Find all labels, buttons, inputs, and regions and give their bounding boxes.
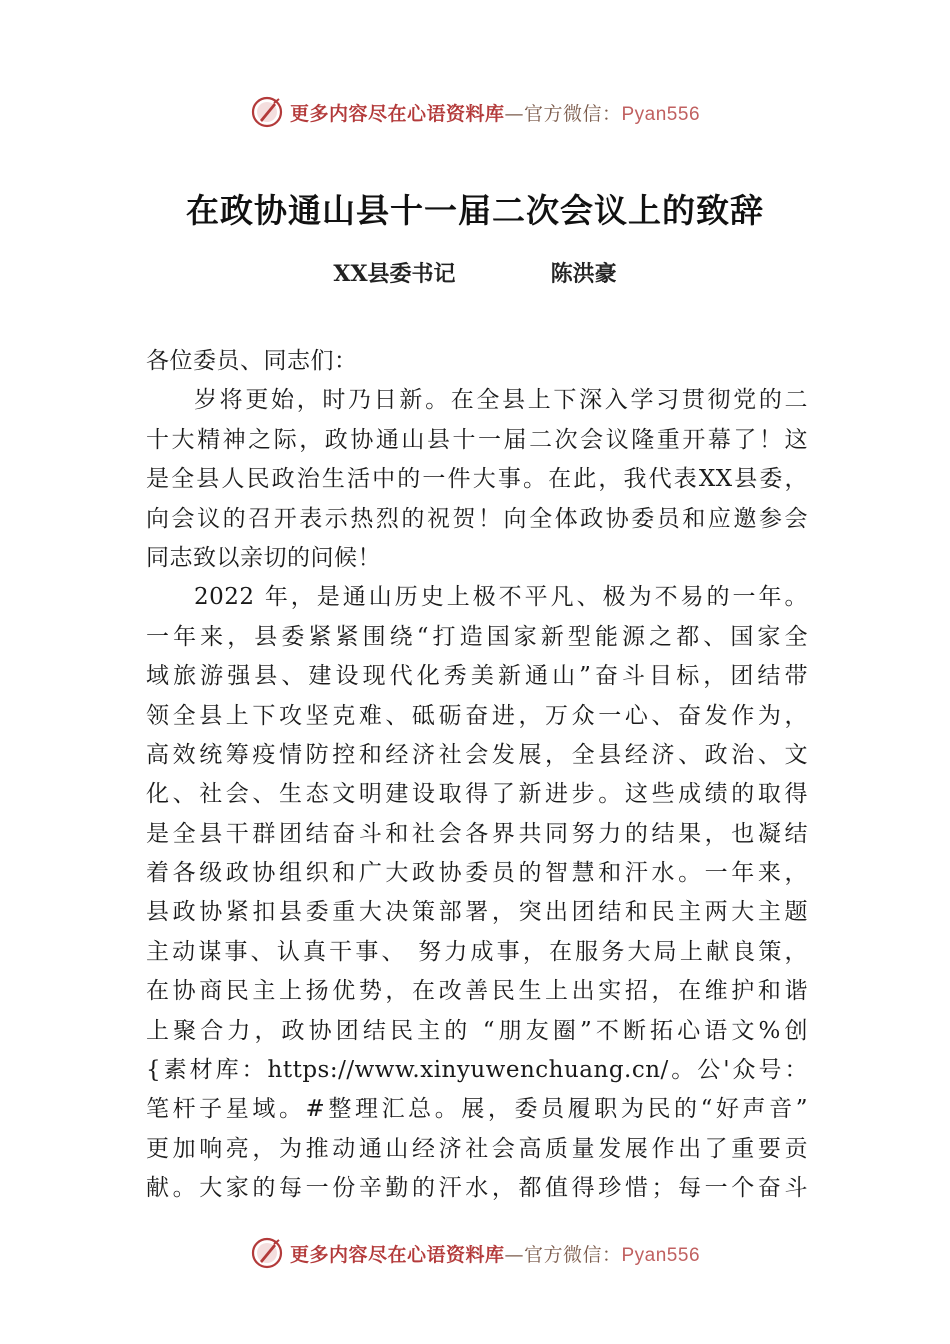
banner-official-label: 官方微信： xyxy=(523,1243,622,1266)
body-line: 更加响亮，为推动通山经济社会高质量发展作出了重要贡 xyxy=(146,1135,808,1162)
body-line: 是全县干群团结奋斗和社会各界共同努力的结果，也凝结 xyxy=(146,820,808,847)
body-line: 笔杆子星域。#整理汇总。展，委员履职为民的“好声音” xyxy=(146,1096,808,1123)
banner-wechat-handle: Pyan556 xyxy=(621,103,701,125)
quill-seal-icon xyxy=(250,95,284,129)
body-line: 上聚合力，政协团结民主的 “朋友圈”不断拓心语文%创 xyxy=(146,1017,808,1044)
banner-wechat-handle: Pyan556 xyxy=(621,1244,701,1266)
header-banner xyxy=(0,92,950,132)
body-line: 同志致以亲切的问候！ xyxy=(146,544,381,571)
banner-dash: — xyxy=(504,1243,524,1266)
banner-text xyxy=(290,99,700,126)
banner-main-text: 更多内容尽在心语资料库 xyxy=(289,1243,505,1266)
banner-official-label: 官方微信： xyxy=(523,102,622,125)
banner-text xyxy=(290,1240,700,1267)
body-line: 领全县上下攻坚克难、砥砺奋进，万众一心、奋发作为， xyxy=(146,702,808,729)
salutation: 各位委员、同志们： xyxy=(146,348,358,374)
body-line: 县政协紧扣县委重大决策部署，突出团结和民主两大主题 xyxy=(146,899,808,926)
body-line: 是全县人民政治生活中的一件大事。在此，我代表XX县委， xyxy=(146,466,808,493)
body-line: 献。大家的每一份辛勤的汗水，都值得珍惜；每一个奋斗 xyxy=(146,1175,808,1202)
body-line: 化、社会、生态文明建设取得了新进步。这些成绩的取得 xyxy=(146,781,808,808)
document-body xyxy=(146,342,808,1209)
body-line: 着各级政协组织和广大政协委员的智慧和汗水。一年来， xyxy=(146,860,808,887)
author-role: XX县委书记 xyxy=(333,261,456,287)
author-name: 陈洪豪 xyxy=(550,261,617,287)
banner-dash: — xyxy=(504,102,524,125)
body-line: 域旅游强县、建设现代化秀美新通山”奋斗目标，团结带 xyxy=(146,663,808,690)
byline xyxy=(0,257,950,288)
banner-main-text: 更多内容尽在心语资料库 xyxy=(289,102,505,125)
body-line: 向会议的召开表示热烈的祝贺！向全体政协委员和应邀参会 xyxy=(146,505,808,532)
body-line: 在协商民主上扬优势，在改善民生上出实招，在维护和谐 xyxy=(146,978,808,1005)
body-line: 主动谋事、认真干事、 努力成事，在服务大局上献良策， xyxy=(146,938,808,965)
body-line: 一年来，县委紧紧围绕“打造国家新型能源之都、国家全 xyxy=(146,623,808,650)
body-line: 2022 年，是通山历史上极不平凡、极为不易的一年。 xyxy=(194,584,808,611)
quill-seal-icon xyxy=(250,1236,284,1270)
document-title: 在政协通山县十一届二次会议上的致辞 xyxy=(186,191,764,230)
body-line: 高效统筹疫情防控和经济社会发展，全县经济、政治、文 xyxy=(146,741,808,768)
footer-banner xyxy=(0,1233,950,1273)
body-line: 十大精神之际，政协通山县十一届二次会议隆重开幕了！这 xyxy=(146,426,808,453)
body-line: {素材库：https://www.xinyuwenchuang.cn/。公'众号： xyxy=(146,1057,808,1084)
body-line: 岁将更始，时乃日新。在全县上下深入学习贯彻党的二 xyxy=(194,387,808,414)
